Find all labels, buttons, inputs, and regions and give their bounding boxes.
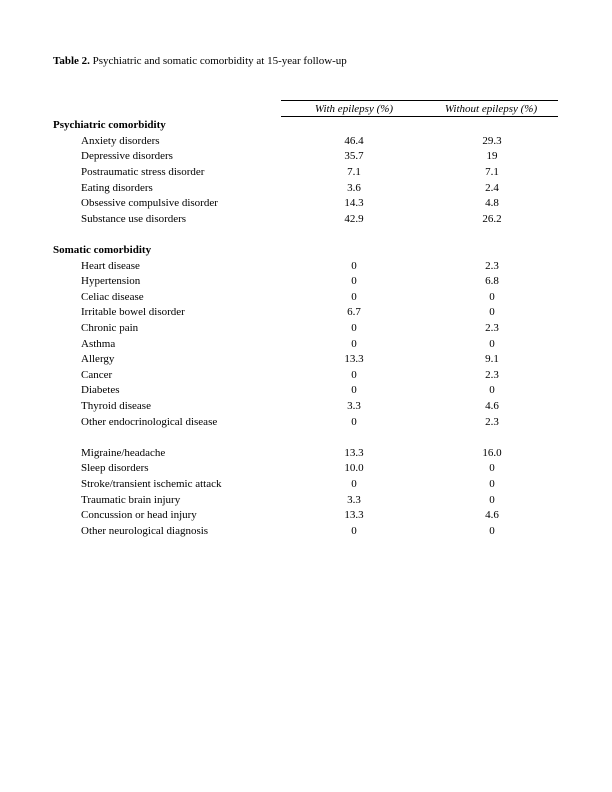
value-with-epilepsy: 35.7 xyxy=(344,150,364,162)
row-label: Concussion or head injury xyxy=(81,509,197,521)
section-title-somatic: Somatic comorbidity xyxy=(53,244,152,256)
value-with-epilepsy: 13.3 xyxy=(344,509,364,521)
table-row xyxy=(0,478,612,492)
value-without-epilepsy: 4.8 xyxy=(485,197,499,209)
table-row xyxy=(0,447,612,461)
row-label: Hypertension xyxy=(81,275,141,287)
table-caption-label: Table 2. xyxy=(53,55,90,67)
value-without-epilepsy: 26.2 xyxy=(482,213,502,225)
value-without-epilepsy: 29.3 xyxy=(482,135,502,147)
value-without-epilepsy: 4.6 xyxy=(485,509,499,521)
value-with-epilepsy: 7.1 xyxy=(347,166,361,178)
value-without-epilepsy: 0 xyxy=(489,525,495,537)
value-without-epilepsy: 0 xyxy=(489,291,495,303)
table-row xyxy=(0,275,612,289)
table-row xyxy=(0,369,612,383)
value-with-epilepsy: 0 xyxy=(351,260,357,272)
value-with-epilepsy: 14.3 xyxy=(344,197,364,209)
value-with-epilepsy: 46.4 xyxy=(344,135,364,147)
table-row xyxy=(0,384,612,398)
value-without-epilepsy: 0 xyxy=(489,494,495,506)
row-label: Stroke/transient ischemic attack xyxy=(81,478,222,490)
table-row xyxy=(0,509,612,523)
table-row xyxy=(0,494,612,508)
table-row xyxy=(0,306,612,320)
table-caption-text: Psychiatric and somatic comorbidity at 15-year follow-up xyxy=(89,55,347,67)
row-label: Celiac disease xyxy=(81,291,144,303)
value-with-epilepsy: 0 xyxy=(351,275,357,287)
table-row xyxy=(0,353,612,367)
table-caption xyxy=(53,55,347,68)
value-with-epilepsy: 3.3 xyxy=(347,494,361,506)
value-without-epilepsy: 16.0 xyxy=(482,447,502,459)
row-label: Traumatic brain injury xyxy=(81,494,181,506)
value-with-epilepsy: 0 xyxy=(351,478,357,490)
value-without-epilepsy: 2.3 xyxy=(485,322,499,334)
table-row xyxy=(0,400,612,414)
section-title-psychiatric: Psychiatric comorbidity xyxy=(53,119,166,131)
table-row xyxy=(0,197,612,211)
value-with-epilepsy: 6.7 xyxy=(347,306,361,318)
row-label: Thyroid disease xyxy=(81,400,151,412)
value-without-epilepsy: 9.1 xyxy=(485,353,499,365)
row-label: Diabetes xyxy=(81,384,120,396)
table-row xyxy=(0,525,612,539)
value-with-epilepsy: 3.3 xyxy=(347,400,361,412)
value-without-epilepsy: 2.3 xyxy=(485,260,499,272)
row-label: Allergy xyxy=(81,353,115,365)
value-without-epilepsy: 2.3 xyxy=(485,416,499,428)
table-row xyxy=(0,166,612,180)
column-header-with-epilepsy: With epilepsy (%) xyxy=(314,103,394,115)
value-with-epilepsy: 0 xyxy=(351,525,357,537)
value-with-epilepsy: 0 xyxy=(351,416,357,428)
value-without-epilepsy: 6.8 xyxy=(485,275,499,287)
row-label: Heart disease xyxy=(81,260,140,272)
table-row xyxy=(0,135,612,149)
value-with-epilepsy: 42.9 xyxy=(344,213,364,225)
table-row xyxy=(0,338,612,352)
row-label: Depressive disorders xyxy=(81,150,173,162)
table-row xyxy=(0,182,612,196)
row-label: Postraumatic stress disorder xyxy=(81,166,205,178)
value-with-epilepsy: 0 xyxy=(351,338,357,350)
table-row xyxy=(0,291,612,305)
row-label: Other neurological diagnosis xyxy=(81,525,209,537)
row-label: Substance use disorders xyxy=(81,213,187,225)
value-with-epilepsy: 0 xyxy=(351,384,357,396)
row-label: Other endocrinological disease xyxy=(81,416,218,428)
row-label: Chronic pain xyxy=(81,322,139,334)
row-label: Asthma xyxy=(81,338,116,350)
table-row xyxy=(0,213,612,227)
table-row xyxy=(0,150,612,164)
value-with-epilepsy: 0 xyxy=(351,322,357,334)
row-label: Migraine/headache xyxy=(81,447,166,459)
value-with-epilepsy: 13.3 xyxy=(344,353,364,365)
row-label: Sleep disorders xyxy=(81,462,149,474)
row-label: Irritable bowel disorder xyxy=(81,306,185,318)
table-row xyxy=(0,462,612,476)
row-label: Cancer xyxy=(81,369,113,381)
value-without-epilepsy: 2.4 xyxy=(485,182,499,194)
row-label: Eating disorders xyxy=(81,182,153,194)
table-top-rule xyxy=(281,100,558,101)
value-without-epilepsy: 0 xyxy=(489,306,495,318)
value-without-epilepsy: 0 xyxy=(489,478,495,490)
value-without-epilepsy: 4.6 xyxy=(485,400,499,412)
value-with-epilepsy: 3.6 xyxy=(347,182,361,194)
table-header-rule xyxy=(281,116,558,117)
table-row xyxy=(0,322,612,336)
value-with-epilepsy: 10.0 xyxy=(344,462,364,474)
value-without-epilepsy: 0 xyxy=(489,384,495,396)
value-without-epilepsy: 19 xyxy=(486,150,498,162)
value-without-epilepsy: 0 xyxy=(489,338,495,350)
value-with-epilepsy: 0 xyxy=(351,291,357,303)
value-without-epilepsy: 0 xyxy=(489,462,495,474)
row-label: Obsessive compulsive disorder xyxy=(81,197,218,209)
row-label: Anxiety disorders xyxy=(81,135,160,147)
column-header-without-epilepsy: Without epilepsy (%) xyxy=(444,103,538,115)
table-row xyxy=(0,260,612,274)
value-with-epilepsy: 0 xyxy=(351,369,357,381)
value-with-epilepsy: 13.3 xyxy=(344,447,364,459)
value-without-epilepsy: 7.1 xyxy=(485,166,499,178)
value-without-epilepsy: 2.3 xyxy=(485,369,499,381)
table-row xyxy=(0,416,612,430)
